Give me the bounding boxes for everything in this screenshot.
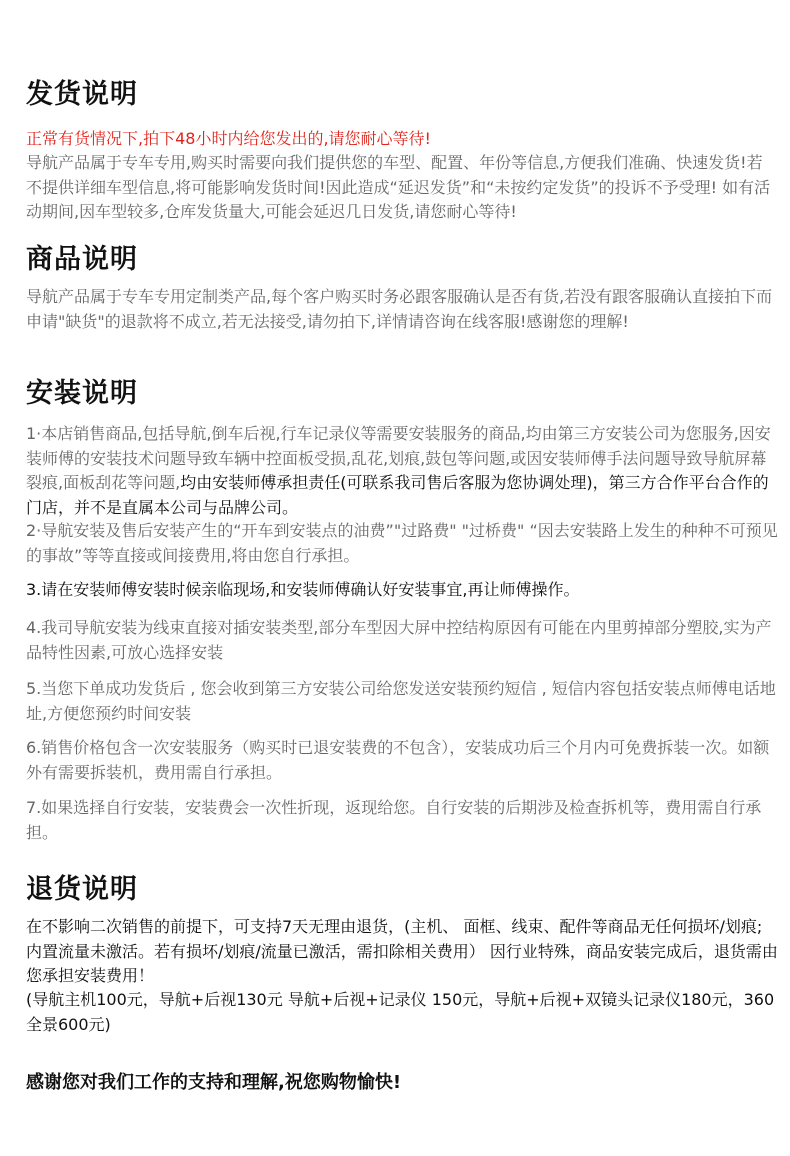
shipping-body: 导航产品属于专车专用,购买时需要向我们提供您的车型、配置、年份等信息,方便我们准确、快速发货!若不提供详细车型信息,将可能影响发货时间!因此造成“延迟发货”和“未按约定发货”的投诉不予受理! 如有活动期间,因车型较多,仓库发货量大,可能会延迟几日发货,请您耐心等待!	[26, 153, 771, 222]
thanks-message: 感谢您对我们工作的支持和理解,祝您购物愉快!	[26, 1072, 402, 1093]
product-heading: 商品说明	[26, 244, 138, 275]
install-item-6: 6.销售价格包含一次安装服务（购买时已退安装费的不包含），安装成功后三个月内可免费拆装一次。如额外有需要拆装机，费用需自行承担。	[26, 738, 770, 782]
product-body: 导航产品属于专车专用定制类产品,每个客户购买时务必跟客服确认是否有货,若没有跟客服确认直接拍下而申请"缺货"的退款将不成立,若无法接受,请勿拍下,详情请咨询在线客服!感谢您的理解!	[26, 287, 773, 331]
install-item-5: 5.当您下单成功发货后 , 您会收到第三方安装公司给您发送安装预约短信 , 短信内容包括安装点师傅电话地址,方便您预约时间安装	[26, 679, 776, 723]
install-heading: 安装说明	[26, 378, 138, 409]
install-item-2: 2·导航安装及售后安装产生的“开车到安装点的油费”"过路费" "过桥费" “因去安装路上发生的种种不可预见的事故”等等直接或间接费用,将由您自行承担。	[26, 521, 778, 565]
install-item-1-responsibility: 均由安装师傅承担责任(可联系我司售后客服为您协调处理)，第三方合作平台合作的门店，并不是直属本公司与品牌公司。	[26, 473, 769, 517]
shipping-heading: 发货说明	[26, 79, 138, 110]
returns-heading: 退货说明	[26, 874, 138, 905]
install-item-1-text: 1·本店销售商品,包括导航,倒车后视,行车记录仪等需要安装服务的商品,均由第三方安装公司为您服务,因安装师傅的安装技术问题导致车辆中控面板受损,乱花,划痕,鼓包等问题,或因安装师傅手法问题导致导航屏幕裂痕,面板刮花等问题,	[26, 424, 771, 493]
install-item-3: 3.请在安装师傅安装时候亲临现场,和安装师傅确认好安装事宜,再让师傅操作。	[26, 580, 580, 599]
install-item-4: 4.我司导航安装为线束直接对插安装类型,部分车型因大屏中控结构原因有可能在内里剪掉部分塑胶,实为产品特性因素,可放心选择安装	[26, 618, 772, 662]
returns-prices: (导航主机100元，导航+后视130元 导航+后视+记录仪 150元，导航+后视+双镜头记录仪180元，360全景600元)	[26, 990, 775, 1034]
install-item-1	[26, 422, 778, 520]
install-item-7: 7.如果选择自行安装，安装费会一次性折现，返现给您。自行安装的后期涉及检查拆机等，费用需自行承担。	[26, 798, 762, 842]
shipping-notice: 正常有货情况下,拍下48小时内给您发出的,请您耐心等待!	[26, 129, 431, 148]
returns-body: 在不影响二次销售的前提下，可支持7天无理由退货，(主机、 面框、线束、配件等商品无任何损坏/划痕;内置流量未激活。若有损坏/划痕/流量已激活，需扣除相关费用） 因行业特殊，商品安装完成后，退货需由您承担安装费用！	[26, 917, 778, 986]
